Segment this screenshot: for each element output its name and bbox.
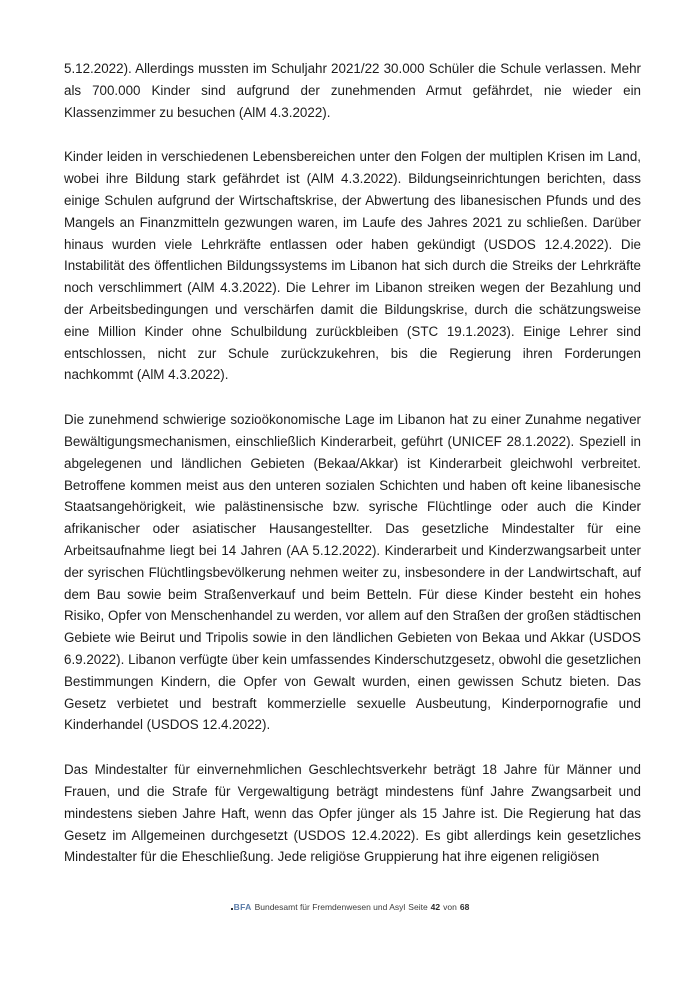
bfa-logo: BFA	[233, 902, 252, 912]
footer-of-word: von	[443, 902, 457, 912]
footer-page-total: 68	[459, 902, 470, 912]
page-footer	[0, 901, 700, 913]
footer-page-number: 42	[430, 902, 441, 912]
bfa-logo-mark-icon	[231, 908, 233, 910]
footer-org-name: Bundesamt für Fremdenwesen und Asyl	[254, 902, 406, 912]
footer-page-word: Seite	[408, 902, 428, 912]
body-paragraph: Die zunehmend schwierige sozioökonomische Lage im Libanon hat zu einer Zunahme negativer Bewältigungsmechanismen, einschließlich Kinderarbeit, geführt (UNICEF 28.1.2022). Speziell in abgelegenen und ländlichen Gebieten (Bekaa/Akkar) ist Kinderarbeit gleichwohl verbreitet. Betroffene kommen meist aus den unteren sozialen Schichten und haben oft keine libanesische Staatsangehörigkeit, wie palästinensische bzw. syrische Flüchtlinge oder auch die Kinder afrikanischer oder asiatischer Hausangestellter. Das gesetzliche Mindestalter für eine Arbeitsaufnahme liegt bei 14 Jahren (AA 5.12.2022). Kinderarbeit und Kinderzwangsarbeit unter der syrischen Flüchtlingsbevölkerung nehmen weiter zu, insbesondere in der Landwirtschaft, auf dem Bau sowie beim Straßenverkauf und beim Betteln. Für diese Kinder besteht ein hohes Risiko, Opfer von Menschenhandel zu werden, vor allem auf den Straßen der großen städtischen Gebiete wie Beirut und Tripolis sowie in den ländlichen Gebieten von Bekaa und Akkar (USDOS 6.9.2022). Libanon verfügte über kein umfassendes Kinderschutzgesetz, obwohl die gesetzlichen Bestimmungen Kindern, die Opfer von Gewalt wurden, einen gewissen Schutz bieten. Das Gesetz verbietet und bestraft kommerzielle sexuelle Ausbeutung, Kinderpornografie und Kinderhandel (USDOS 12.4.2022).	[64, 412, 641, 733]
body-paragraph: Kinder leiden in verschiedenen Lebensbereichen unter den Folgen der multiplen Krisen im Land, wobei ihre Bildung stark gefährdet ist (AlM 4.3.2022). Bildungseinrichtungen berichten, dass einige Schulen aufgrund der Wirtschaftskrise, der Abwertung des libanesischen Pfunds und des Mangels an Finanzmitteln gezwungen waren, im Laufe des Jahres 2021 zu schließen. Darüber hinaus wurden viele Lehrkräfte entlassen oder haben gekündigt (USDOS 12.4.2022). Die Instabilität des öffentlichen Bildungssystems im Libanon hat sich durch die Streiks der Lehrkräfte noch verschlimmert (AlM 4.3.2022). Die Lehrer im Libanon streiken wegen der Bezahlung und der Arbeitsbedingungen und verschärfen damit die Bildungskrise, durch die schätzungsweise eine Million Kinder ohne Schulbildung zurückbleiben (STC 19.1.2023). Einige Lehrer sind entschlossen, nicht zur Schule zurückzukehren, bis die Regierung ihren Forderungen nachkommt (AlM 4.3.2022).	[64, 149, 641, 383]
document-body	[64, 58, 641, 868]
body-paragraph: 5.12.2022). Allerdings mussten im Schuljahr 2021/22 30.000 Schüler die Schule verlassen. Mehr als 700.000 Kinder sind aufgrund der zunehmenden Armut gefährdet, nie wieder ein Klassenzimmer zu besuchen (AlM 4.3.2022).	[64, 61, 641, 120]
body-paragraph: Das Mindestalter für einvernehmlichen Geschlechtsverkehr beträgt 18 Jahre für Männer und Frauen, und die Strafe für Vergewaltigung beträgt mindestens fünf Jahre Zwangsarbeit und mindestens sieben Jahre Haft, wenn das Opfer jünger als 15 Jahre ist. Die Regierung hat das Gesetz im Allgemeinen durchgesetzt (USDOS 12.4.2022). Es gibt allerdings kein gesetzliches Mindestalter für die Eheschließung. Jede religiöse Gruppierung hat ihre eigenen religiösen	[64, 762, 641, 865]
